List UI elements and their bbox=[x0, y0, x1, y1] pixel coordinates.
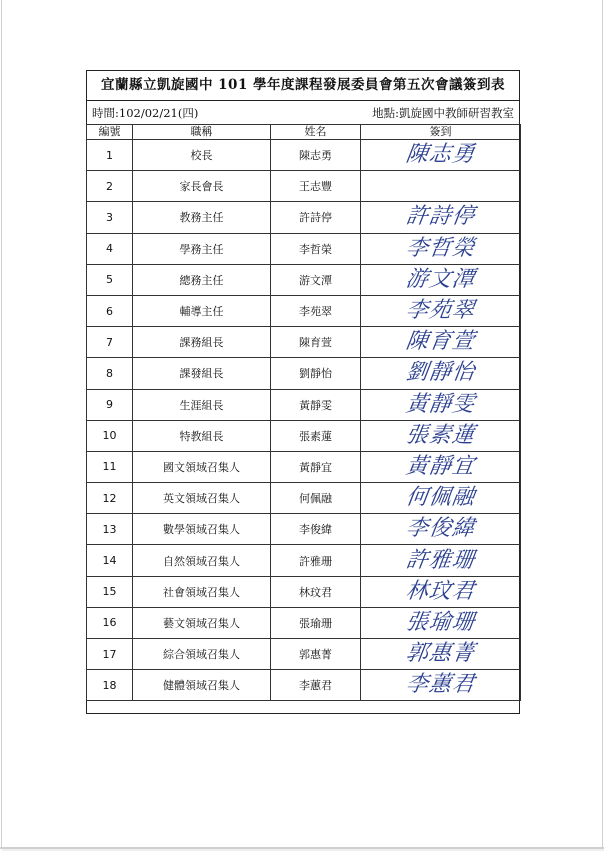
row-name: 何佩融 bbox=[271, 483, 361, 514]
row-role: 課發組長 bbox=[133, 358, 271, 389]
row-role: 輔導主任 bbox=[133, 295, 271, 326]
handwritten-signature: 李俊緯 bbox=[404, 516, 477, 542]
row-role: 健體領域召集人 bbox=[133, 670, 271, 701]
handwritten-signature: 張瑜珊 bbox=[404, 609, 477, 635]
row-name: 陳志勇 bbox=[271, 140, 361, 171]
row-signature-cell bbox=[361, 264, 521, 295]
row-number: 16 bbox=[87, 607, 133, 638]
handwritten-signature: 陳志勇 bbox=[404, 142, 477, 168]
row-role: 社會領域召集人 bbox=[133, 576, 271, 607]
row-number: 3 bbox=[87, 202, 133, 233]
header-sign: 簽到 bbox=[361, 125, 521, 140]
header-num: 編號 bbox=[87, 125, 133, 140]
row-signature-cell bbox=[361, 607, 521, 638]
table-row bbox=[87, 327, 521, 358]
row-number: 1 bbox=[87, 140, 133, 171]
handwritten-signature: 林玟君 bbox=[404, 578, 477, 604]
row-name: 李苑翠 bbox=[271, 295, 361, 326]
handwritten-signature: 郭惠菁 bbox=[404, 641, 477, 667]
row-role: 總務主任 bbox=[133, 264, 271, 295]
row-signature-cell bbox=[361, 140, 521, 171]
handwritten-signature: 黃靜雯 bbox=[404, 391, 477, 417]
row-signature-cell bbox=[361, 171, 521, 202]
row-name: 張瑜珊 bbox=[271, 607, 361, 638]
handwritten-signature: 張素蓮 bbox=[404, 422, 477, 448]
table-row bbox=[87, 483, 521, 514]
sheet-title: 宜蘭縣立凱旋國中 101 學年度課程發展委員會第五次會議簽到表 bbox=[100, 77, 506, 93]
row-number: 17 bbox=[87, 639, 133, 670]
row-name: 黃靜雯 bbox=[271, 389, 361, 420]
page-edge-right bbox=[602, 0, 603, 848]
row-number: 9 bbox=[87, 389, 133, 420]
table-row bbox=[87, 389, 521, 420]
table-row bbox=[87, 420, 521, 451]
handwritten-signature: 李哲榮 bbox=[404, 235, 477, 261]
row-signature-cell bbox=[361, 545, 521, 576]
row-signature-cell bbox=[361, 639, 521, 670]
table-row bbox=[87, 202, 521, 233]
table-header-row bbox=[87, 125, 521, 140]
handwritten-signature: 李蕙君 bbox=[404, 672, 477, 698]
row-role: 課務組長 bbox=[133, 327, 271, 358]
row-signature-cell bbox=[361, 576, 521, 607]
row-number: 15 bbox=[87, 576, 133, 607]
row-role: 生涯組長 bbox=[133, 389, 271, 420]
handwritten-signature: 陳育萱 bbox=[404, 329, 477, 355]
handwritten-signature: 游文潭 bbox=[404, 266, 477, 292]
row-role: 特教組長 bbox=[133, 420, 271, 451]
row-name: 李哲榮 bbox=[271, 233, 361, 264]
row-name: 陳育萱 bbox=[271, 327, 361, 358]
header-name: 姓名 bbox=[271, 125, 361, 140]
table-row bbox=[87, 639, 521, 670]
table-row bbox=[87, 295, 521, 326]
table-row bbox=[87, 451, 521, 482]
row-number: 13 bbox=[87, 514, 133, 545]
row-role: 校長 bbox=[133, 140, 271, 171]
row-number: 14 bbox=[87, 545, 133, 576]
row-signature-cell bbox=[361, 358, 521, 389]
row-name: 許詩停 bbox=[271, 202, 361, 233]
row-signature-cell bbox=[361, 451, 521, 482]
table-row bbox=[87, 140, 521, 171]
row-name: 李蕙君 bbox=[271, 670, 361, 701]
row-role: 學務主任 bbox=[133, 233, 271, 264]
row-number: 2 bbox=[87, 171, 133, 202]
row-role: 國文領域召集人 bbox=[133, 451, 271, 482]
row-name: 黃靜宜 bbox=[271, 451, 361, 482]
table-row bbox=[87, 233, 521, 264]
row-name: 林玟君 bbox=[271, 576, 361, 607]
row-signature-cell bbox=[361, 670, 521, 701]
row-role: 教務主任 bbox=[133, 202, 271, 233]
table-row bbox=[87, 576, 521, 607]
row-signature-cell bbox=[361, 233, 521, 264]
handwritten-signature: 劉靜怡 bbox=[404, 360, 477, 386]
row-number: 11 bbox=[87, 451, 133, 482]
attendance-table bbox=[86, 124, 521, 701]
table-row bbox=[87, 514, 521, 545]
row-signature-cell bbox=[361, 202, 521, 233]
table-row bbox=[87, 670, 521, 701]
row-number: 5 bbox=[87, 264, 133, 295]
row-name: 張素蓮 bbox=[271, 420, 361, 451]
title-divider bbox=[86, 100, 520, 101]
row-number: 4 bbox=[87, 233, 133, 264]
row-signature-cell bbox=[361, 514, 521, 545]
row-name: 郭惠菁 bbox=[271, 639, 361, 670]
table-row bbox=[87, 358, 521, 389]
table-row bbox=[87, 264, 521, 295]
row-name: 劉靜怡 bbox=[271, 358, 361, 389]
meeting-location: 地點:凱旋國中教師研習教室 bbox=[372, 106, 514, 120]
page-edge-left bbox=[1, 0, 2, 848]
header-role: 職稱 bbox=[133, 125, 271, 140]
handwritten-signature: 李苑翠 bbox=[404, 298, 477, 324]
row-signature-cell bbox=[361, 389, 521, 420]
table-row bbox=[87, 545, 521, 576]
row-number: 18 bbox=[87, 670, 133, 701]
row-signature-cell bbox=[361, 327, 521, 358]
row-number: 6 bbox=[87, 295, 133, 326]
row-signature-cell bbox=[361, 483, 521, 514]
row-number: 12 bbox=[87, 483, 133, 514]
handwritten-signature: 何佩融 bbox=[404, 485, 477, 511]
handwritten-signature: 許雅珊 bbox=[404, 547, 477, 573]
row-role: 英文領域召集人 bbox=[133, 483, 271, 514]
row-role: 家長會長 bbox=[133, 171, 271, 202]
row-name: 游文潭 bbox=[271, 264, 361, 295]
handwritten-signature: 許詩停 bbox=[404, 204, 477, 230]
table-row bbox=[87, 171, 521, 202]
row-role: 自然領域召集人 bbox=[133, 545, 271, 576]
row-signature-cell bbox=[361, 295, 521, 326]
row-name: 王志豐 bbox=[271, 171, 361, 202]
row-role: 藝文領域召集人 bbox=[133, 607, 271, 638]
row-role: 數學領域召集人 bbox=[133, 514, 271, 545]
row-name: 許雅珊 bbox=[271, 545, 361, 576]
row-number: 10 bbox=[87, 420, 133, 451]
table-row bbox=[87, 607, 521, 638]
row-signature-cell bbox=[361, 420, 521, 451]
row-number: 7 bbox=[87, 327, 133, 358]
row-name: 李俊緯 bbox=[271, 514, 361, 545]
meeting-date: 時間:102/02/21(四) bbox=[92, 106, 199, 120]
row-number: 8 bbox=[87, 358, 133, 389]
handwritten-signature: 黃靜宜 bbox=[404, 453, 477, 479]
row-role: 綜合領域召集人 bbox=[133, 639, 271, 670]
